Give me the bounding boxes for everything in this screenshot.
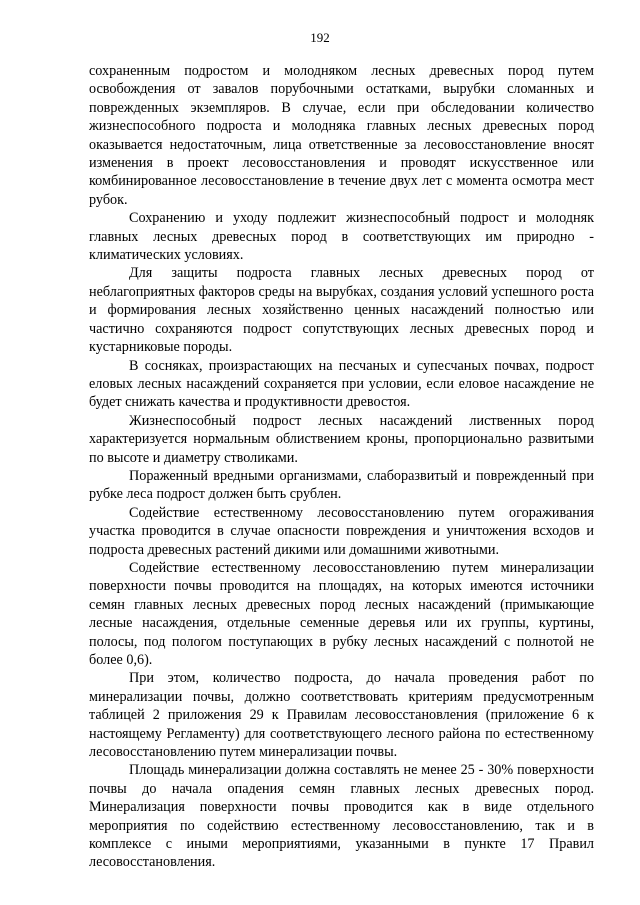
paragraph-continued: сохраненным подростом и молодняком лесных древесных пород путем освобождения от завалов порубочными остатками, вырубки сломанных и поврежденных экземпляров. В случае, если при обследовании количество жизнеспособного подроста и молодняка главных лесных древесных пород оказывается недостаточным, лица ответственные за лесовосстановление вносят изменения в проект лесовосстановления и проводят искусственное или комбинированное лесовосстановление в течение двух лет с момента осмотра мест рубок.: [89, 63, 594, 208]
paragraph: Жизнеспособный подрост лесных насаждений лиственных пород характеризуется нормальным облиствением кроны, пропорционально развитыми по высоте и диаметру стволиками.: [89, 412, 594, 466]
paragraph: При этом, количество подроста, до начала проведения работ по минерализации почвы, должно соответствовать критериям предусмотренным таблицей 2 приложения 29 к Правилам лесовосстановления (приложение 6 к настоящему Регламенту) для соответствующего лесного района по естественному лесовосстановлению путем минерализации почвы.: [89, 670, 594, 761]
paragraph: Содействие естественному лесовосстановлению путем минерализации поверхности почвы проводится на площадях, на которых имеются источники семян главных лесных древесных пород лесных насаждений (примыкающие лесные насаждения, отдельные семенные деревья или их группы, куртины, полосы, под пологом поступающих в рубку лесных насаждений с полнотой не более 0,6).: [89, 559, 594, 668]
paragraph: Сохранению и уходу подлежит жизнеспособный подрост и молодняк главных лесных древесных пород в соответствующих им природно - климатических условиях.: [89, 210, 594, 264]
paragraph: Площадь минерализации должна составлять не менее 25 - 30% поверхности почвы до начала опадения семян главных лесных древесных пород. Минерализация поверхности почвы проводится как в виде отдельного мероприятия по содействию естественному лесовосстановлению, так и в комплексе с иными мероприятиями, указанными в пункте 17 Правил лесовосстановления.: [89, 762, 594, 871]
paragraph: В сосняках, произрастающих на песчаных и супесчаных почвах, подрост еловых лесных насаждений сохраняется при условии, если еловое насаждение не будет снижать качества и продуктивности древостоя.: [89, 357, 594, 411]
body-text: [89, 62, 594, 872]
page-number: 192: [310, 30, 330, 45]
paragraph: Пораженный вредными организмами, слаборазвитый и поврежденный при рубке леса подрост должен быть срублен.: [89, 467, 594, 503]
paragraph: Для защиты подроста главных лесных древесных пород от неблагоприятных факторов среды на вырубках, создания условий успешного роста и формирования лесных хозяйственно ценных насаждений полностью или частично сохраняются подрост сопутствующих лесных древесных пород и кустарниковые породы.: [89, 265, 594, 356]
paragraph: Содействие естественному лесовосстановлению путем огораживания участка проводится в случае опасности повреждения и уничтожения всходов и подроста древесных растений дикими или домашними животными.: [89, 504, 594, 558]
